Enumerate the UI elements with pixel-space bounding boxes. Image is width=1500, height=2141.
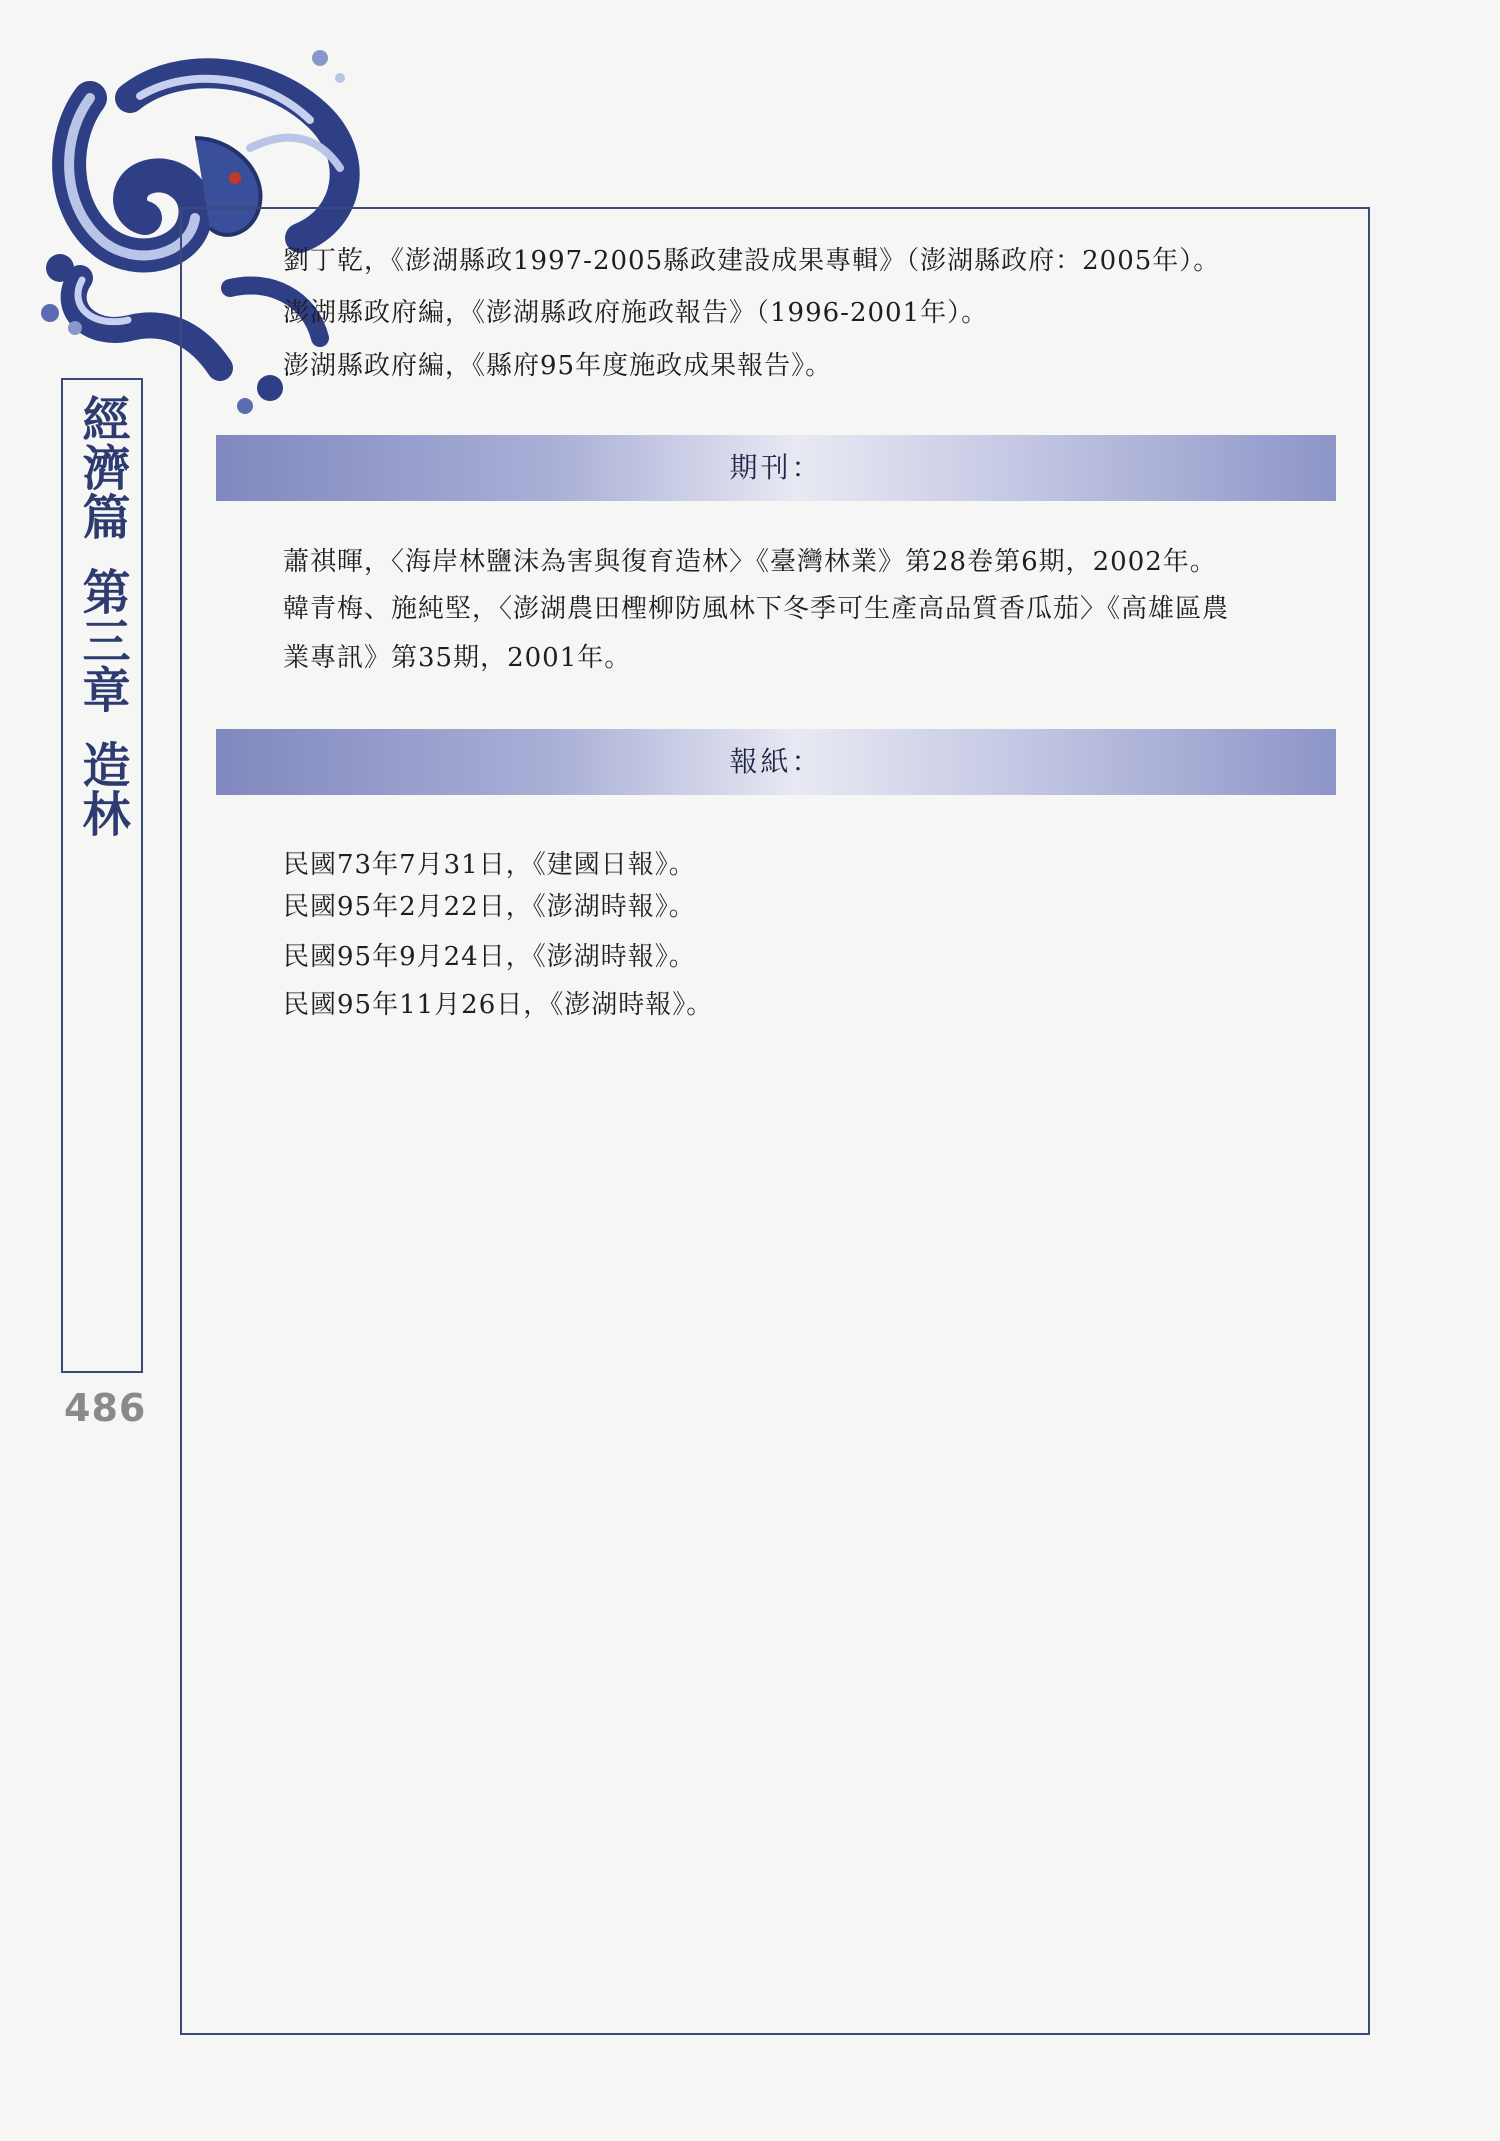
newspaper-reference-4: 民國95年11月26日，《澎湖時報》。 — [283, 990, 714, 1020]
journal-reference-1: 蕭祺暉，〈海岸林鹽沫為害與復育造林〉《臺灣林業》第28卷第6期，2002年。 — [283, 547, 1217, 577]
section-header-newspapers — [216, 729, 1336, 795]
book-reference-1: 劉丁乾，《澎湖縣政1997-2005縣政建設成果專輯》（澎湖縣政府：2005年）。 — [283, 246, 1221, 276]
section-header-journals — [216, 435, 1336, 501]
chapter-part-economy: 經濟篇 — [74, 394, 130, 541]
section-title-journals: 期刊： — [729, 451, 823, 484]
chapter-part-number: 第三章 — [74, 567, 130, 714]
page-number: 486 — [64, 1386, 147, 1430]
journal-reference-2-continued: 業專訊》第35期，2001年。 — [283, 643, 632, 673]
section-title-newspapers: 報紙： — [729, 745, 823, 778]
newspaper-reference-2: 民國95年2月22日，《澎湖時報》。 — [283, 892, 696, 922]
newspaper-reference-3: 民國95年9月24日，《澎湖時報》。 — [283, 942, 696, 972]
chapter-part-topic: 造林 — [74, 740, 130, 838]
newspaper-reference-1: 民國73年7月31日，《建國日報》。 — [283, 850, 696, 880]
chapter-side-tab — [61, 378, 143, 1373]
book-reference-3: 澎湖縣政府編，《縣府95年度施政成果報告》。 — [283, 351, 833, 381]
chapter-title — [63, 394, 141, 838]
book-reference-2: 澎湖縣政府編，《澎湖縣政府施政報告》（1996-2001年）。 — [283, 298, 989, 328]
journal-reference-2: 韓青梅、施純堅，〈澎湖農田檉柳防風林下冬季可生產高品質香瓜茄〉《高雄區農 — [283, 594, 1230, 624]
